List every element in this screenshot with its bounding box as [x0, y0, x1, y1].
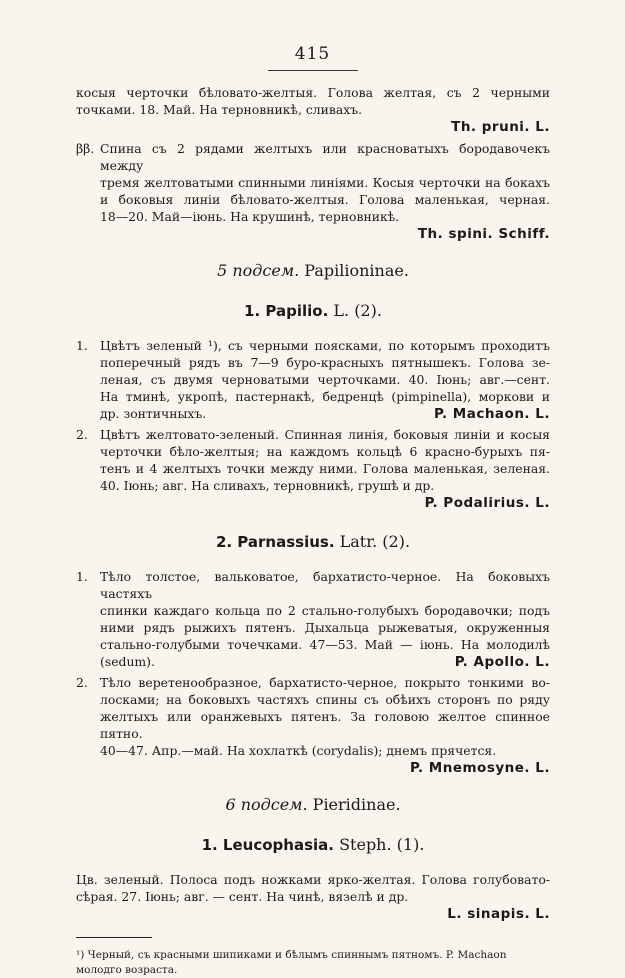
text-line: Тѣло веретенообразное, бархатисто-черное, покрыто тонкими во- — [100, 675, 550, 690]
page-number-rule — [268, 70, 358, 71]
text-line: Цв. зеленый. Полоса подъ ножками ярко-желтая. Голова голубовато- — [76, 872, 550, 887]
genus-title: 2. Parnassius. — [215, 533, 335, 551]
species-name: L. sinapis. L. — [447, 906, 550, 922]
subfamily-name: Pieridinae. — [312, 795, 401, 814]
text-line: стально-голубыми точечками. 47—53. Май — іюнь. На молодилѣ — [100, 637, 550, 652]
text-line: Тѣло толстое, вальковатое, бархатисто-черное. На боковыхъ частяхъ — [100, 569, 550, 601]
species-name: Th. pruni. L. — [451, 119, 550, 135]
text-line: Цвѣтъ желтовато-зеленый. Спинная линія, боковыя линіи и косыя — [100, 427, 550, 442]
genus-heading-leucophasia — [76, 835, 550, 855]
species-name: P. Machaon. L. — [434, 406, 550, 422]
species-name: Th. spini. Schiff. — [417, 226, 550, 242]
text-line: тенъ и 4 желтыхъ точки между ними. Голова маленькая, зеленая. — [100, 461, 550, 476]
text-line: и боковыя линіи бѣловато-желтыя. Голова маленькая, черная. — [100, 192, 550, 207]
text-line: косыя черточки бѣловато-желтыя. Голова желтая, съ 2 черными — [76, 85, 550, 100]
entry-parnassius-1 — [76, 568, 550, 670]
species-name: P. Podalirius. L. — [424, 495, 550, 511]
entry-parnassius-2 — [76, 674, 550, 777]
text-line: желтыхъ или оранжевыхъ пятенъ. За головою желтое спинное пятно. — [100, 709, 550, 741]
text-line: леная, съ двумя черноватыми черточками. 40. Іюнь; авг.—сент. — [100, 372, 550, 387]
text-line: Спина съ 2 рядами желтыхъ или красноватыхъ бородавочекъ между — [100, 141, 550, 173]
text-line: Цвѣтъ зеленый ¹), съ черными поясками, по которымъ проходитъ — [100, 338, 550, 353]
subfamily-number: 5 подсем. — [217, 261, 300, 280]
entry-mark: ββ. — [76, 141, 95, 156]
genus-heading-parnassius — [76, 532, 550, 552]
text-line: поперечный рядъ въ 7—9 буро-красныхъ пятнышекъ. Голова зе- — [100, 355, 550, 370]
entry-mark: 2. — [76, 427, 88, 442]
text-line: На тминѣ, укропѣ, пастернакѣ, бедренцѣ (pimpinella), моркови и — [100, 389, 550, 404]
species-name: P. Mnemosyne. L. — [410, 760, 550, 776]
text-line: спинки каждаго кольца по 2 стально-голубыхъ бородавочки; подъ — [100, 603, 550, 618]
entry-mark: 1. — [76, 569, 88, 584]
entry-mark: 1. — [76, 338, 88, 353]
text-line: (sedum). — [100, 654, 155, 669]
entry-mark: 2. — [76, 675, 88, 690]
entry-beta — [76, 140, 550, 243]
entry-continued — [76, 84, 550, 136]
footnote — [76, 948, 550, 978]
entry-leucophasia-1 — [76, 871, 550, 923]
genus-author: L. (2). — [333, 301, 382, 320]
text-line: сѣрая. 27. Іюнь; авг. — сент. На чинѣ, вязелѣ и др. — [76, 889, 409, 904]
genus-author: Steph. (1). — [339, 835, 425, 854]
text-line: др. зонтичныхъ. — [100, 406, 207, 421]
genus-title: 1. Leucophasia. — [201, 836, 334, 854]
page-number: 415 — [294, 44, 331, 64]
entry-papilio-1 — [76, 337, 550, 422]
text-line: 40. Іюнь; авг. На сливахъ, терновникѣ, грушѣ и др. — [100, 478, 435, 493]
subfamily-heading-6 — [76, 795, 550, 815]
footnote-line: ¹) Черный, съ красными шипиками и бѣлымъ спиннымъ пятномъ. P. Machaon — [76, 949, 507, 961]
subfamily-number: 6 подсем. — [225, 795, 308, 814]
text-line: 18—20. Май—іюнь. На крушинѣ, терновникѣ. — [100, 209, 400, 224]
subfamily-name: Papilioninae. — [304, 261, 409, 280]
text-line: точками. 18. Май. На терновникѣ, сливахъ. — [76, 102, 363, 117]
genus-author: Latr. (2). — [339, 532, 411, 551]
genus-title: 1. Papilio. — [244, 302, 329, 320]
footnote-rule — [76, 937, 152, 938]
text-line: лосками; на боковыхъ частяхъ спины съ обѣихъ сторонъ по ряду — [100, 692, 550, 707]
text-line: ними рядъ рыжихъ пятенъ. Дыхальца рыжеватыя, окруженныя — [100, 620, 550, 635]
entry-papilio-2 — [76, 426, 550, 512]
footnote-line: молодго возраста. — [76, 964, 178, 976]
page-content — [76, 84, 550, 978]
species-name: P. Apollo. L. — [454, 654, 550, 670]
text-line: черточки бѣло-желтыя; на каждомъ кольцѣ 6 красно-бурыхъ пя- — [100, 444, 550, 459]
text-line: тремя желтоватыми спинными линіями. Косыя черточки на бокахъ — [100, 175, 550, 190]
genus-heading-papilio — [76, 301, 550, 321]
text-line: 40—47. Апр.—май. На хохлаткѣ (corydalis); днемъ прячется. — [100, 743, 497, 758]
subfamily-heading-5 — [76, 261, 550, 281]
